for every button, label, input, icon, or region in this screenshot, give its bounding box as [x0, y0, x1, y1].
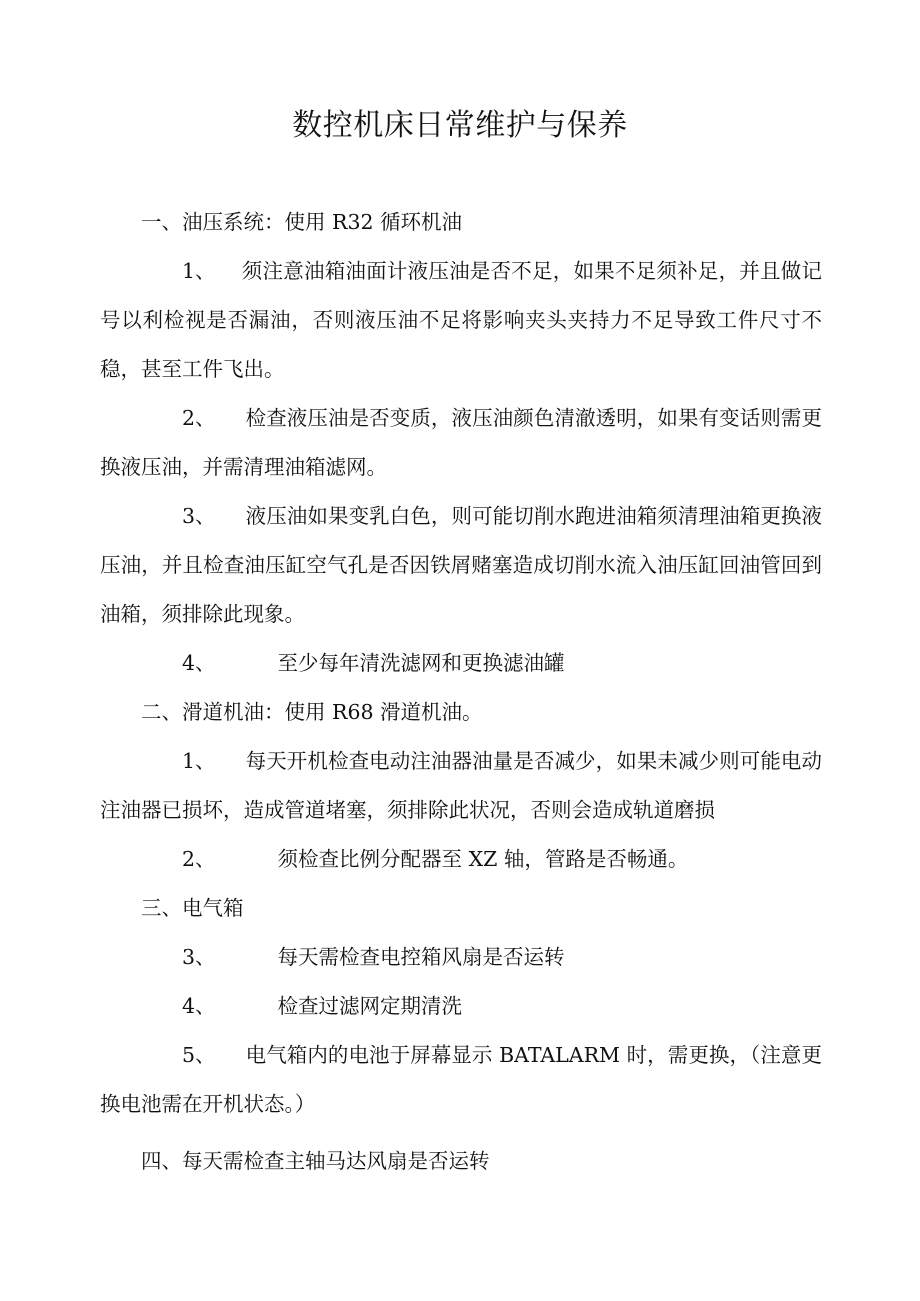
hydraulic-item-2: [100, 394, 822, 492]
item-number: 3、: [182, 504, 216, 528]
item-text: 每天开机检查电动注油器油量是否减少，如果未减少则可能电动注油器已损坏，造成管道堵塞，须排除此状况，否则会造成轨道磨损: [100, 749, 822, 822]
hydraulic-item-3: [100, 492, 822, 639]
hydraulic-item-1: [100, 247, 822, 394]
slideway-item-2: [100, 835, 822, 884]
item-number: 1、: [182, 749, 216, 773]
item-number: 2、: [182, 847, 216, 871]
item-text: 液压油如果变乳白色，则可能切削水跑进油箱须清理油箱更换液压油，并且检查油压缸空气孔是否因铁屑赌塞造成切削水流入油压缸回油管回到油箱，须排除此现象。: [100, 504, 822, 626]
electrical-item-5: [100, 1031, 822, 1129]
item-text: 每天需检查电控箱风扇是否运转: [277, 945, 565, 969]
electrical-item-4: [100, 982, 822, 1031]
item-text: 须注意油箱油面计液压油是否不足，如果不足须补足，并且做记号以利检视是否漏油，否则液压油不足将影响夹头夹持力不足导致工件尺寸不稳，甚至工件飞出。: [100, 259, 822, 381]
electrical-item-3: [100, 933, 822, 982]
item-text: 须检查比例分配器至 XZ 轴，管路是否畅通。: [277, 847, 689, 871]
item-number: 3、: [182, 945, 216, 969]
item-number: 2、: [182, 406, 216, 430]
section-heading-electrical-box: 三、电气箱: [141, 896, 244, 920]
slideway-item-1: [100, 737, 822, 835]
document-title: 数控机床日常维护与保养: [292, 108, 628, 143]
section-heading-hydraulic: 一、油压系统：使用 R32 循环机油: [141, 210, 463, 234]
item-number: 4、: [182, 651, 216, 675]
item-text: 至少每年清洗滤网和更换滤油罐: [277, 651, 565, 675]
item-number: 4、: [182, 994, 216, 1018]
hydraulic-item-4: [100, 639, 822, 688]
item-text: 检查过滤网定期清洗: [277, 994, 463, 1018]
item-text: 电气箱内的电池于屏幕显示 BATALARM 时，需更换，（注意更换电池需在开机状态。）: [100, 1043, 822, 1116]
section-heading-slideway-oil: 二、滑道机油：使用 R68 滑道机油。: [141, 700, 483, 724]
section-heading-spindle-fan: 四、每天需检查主轴马达风扇是否运转: [141, 1149, 490, 1173]
document-body: [100, 198, 822, 1186]
item-text: 检查液压油是否变质，液压油颜色清澈透明，如果有变话则需更换液压油，并需清理油箱滤网。: [100, 406, 822, 479]
item-number: 1、: [182, 259, 216, 283]
item-number: 5、: [182, 1043, 216, 1067]
